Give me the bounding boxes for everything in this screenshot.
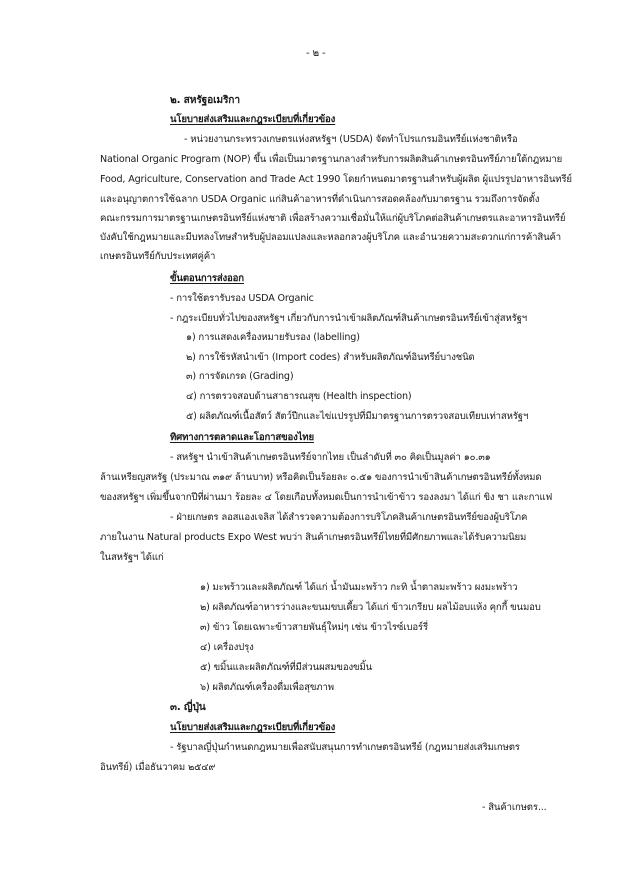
list-item: ๖) ผลิตภัณฑ์เครื่องดื่มเพื่อสุขภาพ xyxy=(200,682,334,693)
list-item: ๕) ขมิ้นและผลิตภัณฑ์ที่มีส่วนผสมของขมิ้น xyxy=(200,662,372,673)
paragraph-line: คณะกรรมการมาตรฐานเกษตรอินทรีย์แห่งชาติ เพื่อสร้างความเชื่อมั่นให้แก่ผู้บริโภคต่อสินค้าเกษตรและอาหารอินทรีย์ xyxy=(100,213,566,224)
list-item: ๔) เครื่องปรุง xyxy=(200,642,254,653)
list-item: - การใช้ตรารับรอง USDA Organic xyxy=(170,293,314,304)
list-item: ๑) การแสดงเครื่องหมายรับรอง (labelling) xyxy=(186,332,360,343)
paragraph-line: National Organic Program (NOP) ขึ้น เพื่อเป็นมาตรฐานกลางสำหรับการผลิตสินค้าเกษตรอินทรีย์ภายใต้กฎหมาย xyxy=(100,154,563,165)
list-item: ๕) ผลิตภัณฑ์เนื้อสัตว์ สัตว์ปีกและไข่แปรรูปที่มีมาตรฐานการตรวจสอบเทียบเท่าสหรัฐฯ xyxy=(186,411,529,422)
list-item: ๔) การตรวจสอบด้านสาธารณสุข (Health inspection) xyxy=(186,391,412,402)
subheading-export-steps: ขั้นตอนการส่งออก xyxy=(170,273,244,284)
paragraph-line: - ฝ่ายเกษตร ลอสแองเจลิส ได้สำรวจความต้องการบริโภคสินค้าเกษตรอินทรีย์ของผู้บริโภค xyxy=(170,512,528,523)
paragraph-line: บังคับใช้กฎหมายและมีบทลงโทษสำหรับผู้ปลอมแปลงและหลอกลวงผู้บริโภค และอำนวยความสะดวกแก่การค้าสินค้า xyxy=(100,232,562,243)
list-item: ๓) ข้าว โดยเฉพาะข้าวสายพันธุ์ใหม่ๆ เช่น ข้าวไรซ์เบอร์รี่ xyxy=(200,622,428,633)
paragraph-line: ล้านเหรียญสหรัฐ (ประมาณ ๓๑๙ ล้านบาท) หรือคิดเป็นร้อยละ ๐.๕๑ ของการนำเข้าสินค้าเกษตรอินทรีย์ทั้งหมด xyxy=(100,472,542,483)
paragraph-line: ของสหรัฐฯ เพิ่มขึ้นจากปีที่ผ่านมา ร้อยละ ๔ โดยเกือบทั้งหมดเป็นการนำเข้าข้าว รองลงมา ได้แก่ ขิง ชา และกาแฟ xyxy=(100,492,553,503)
paragraph-line: เกษตรอินทรีย์กับประเทศคู่ค้า xyxy=(100,251,216,262)
subheading-policy-usa: นโยบายส่งเสริมและกฎระเบียบที่เกี่ยวข้อง xyxy=(170,114,336,125)
section-heading-usa: ๒. สหรัฐอเมริกา xyxy=(170,95,240,106)
list-item: - กฎระเบียบทั่วไปของสหรัฐฯ เกี่ยวกับการนำเข้าผลิตภัณฑ์สินค้าเกษตรอินทรีย์เข้าสู่สหรัฐฯ xyxy=(170,313,528,324)
paragraph-line: อินทรีย์) เมื่อธันวาคม ๒๕๔๙ xyxy=(100,762,216,773)
paragraph-line: - หน่วยงานกระทรวงเกษตรแห่งสหรัฐฯ (USDA) จัดทำโปรแกรมอินทรีย์แห่งชาติหรือ xyxy=(184,134,518,145)
list-item: ๑) มะพร้าวและผลิตภัณฑ์ ได้แก่ น้ำมันมะพร้าว กะทิ น้ำตาลมะพร้าว ผงมะพร้าว xyxy=(200,582,518,593)
subheading-policy-japan: นโยบายส่งเสริมและกฎระเบียบที่เกี่ยวข้อง xyxy=(170,722,336,733)
paragraph-line: - สหรัฐฯ นำเข้าสินค้าเกษตรอินทรีย์จากไทย เป็นลำดับที่ ๓๐ คิดเป็นมูลค่า ๑๐.๓๑ xyxy=(170,452,491,463)
section-heading-japan: ๓. ญี่ปุ่น xyxy=(170,702,206,713)
paragraph-line: Food, Agriculture, Conservation and Trade Act 1990 โดยกำหนดมาตรฐานสำหรับผู้ผลิต ผู้แปรรูปอาหารอินทรีย์ xyxy=(100,174,572,185)
list-item: ๒) การใช้รหัสนำเข้า (Import codes) สำหรับผลิตภัณฑ์อินทรีย์บางชนิด xyxy=(186,352,475,363)
page-number: - ๒ - xyxy=(306,48,326,59)
paragraph-line: - รัฐบาลญี่ปุ่นกำหนดกฎหมายเพื่อสนับสนุนการทำเกษตรอินทรีย์ (กฎหมายส่งเสริมเกษตร xyxy=(170,742,520,753)
list-item: ๒) ผลิตภัณฑ์อาหารว่างและขนมขบเคี้ยว ได้แก่ ข้าวเกรียบ ผลไม้อบแห้ง คุกกี้ ขนมอบ xyxy=(200,602,541,613)
paragraph-line: ภายในงาน Natural products Expo West พบว่า สินค้าเกษตรอินทรีย์ไทยที่มีศักยภาพและได้รับความนิยม xyxy=(100,532,527,543)
list-item: ๓) การจัดเกรด (Grading) xyxy=(186,371,294,382)
continuation-marker: - สินค้าเกษตร... xyxy=(482,802,547,813)
paragraph-line: และอนุญาตการใช้ฉลาก USDA Organic แก่สินค้าอาหารที่ดำเนินการสอดคล้องกับมาตรฐาน รวมถึงการจัดตั้ง xyxy=(100,194,540,205)
subheading-market-direction: ทิศทางการตลาดและโอกาสของไทย xyxy=(170,432,314,443)
paragraph-line: ในสหรัฐฯ ได้แก่ xyxy=(100,552,164,563)
